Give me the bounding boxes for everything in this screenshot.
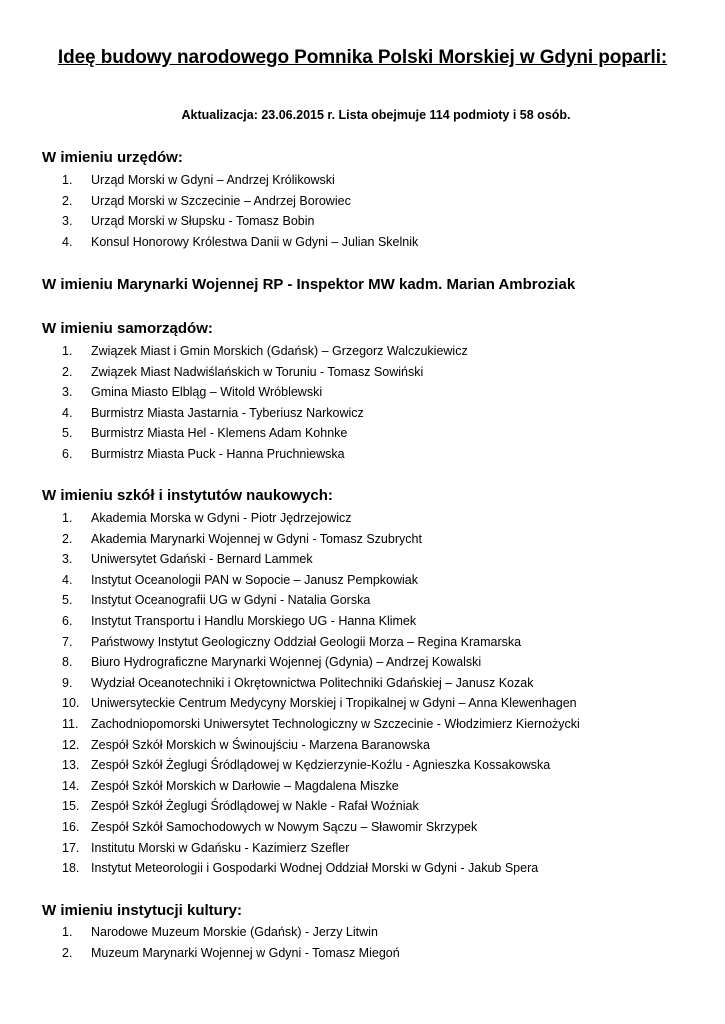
- list-item-number: 6.: [62, 613, 73, 628]
- list-item-text: Instytut Oceanologii PAN w Sopocie – Janusz Pempkowiak: [91, 572, 419, 587]
- list-item-number: 13.: [62, 758, 80, 773]
- list-item-number: 6.: [62, 446, 73, 461]
- list-item-number: 2.: [62, 531, 73, 546]
- document-title: Ideę budowy narodowego Pomnika Polski Morskiej w Gdyni poparli:: [57, 47, 668, 68]
- list-item-number: 16.: [62, 819, 80, 834]
- list-item-text: Zespół Szkół Morskich w Darłowie – Magdalena Miszke: [91, 778, 399, 793]
- list-item-text: Biuro Hydrograficzne Marynarki Wojennej (Gdynia) – Andrzej Kowalski: [91, 655, 482, 670]
- list-item-text: Związek Miast i Gmin Morskich (Gdańsk) – Grzegorz Walczukiewicz: [91, 344, 468, 358]
- list-item-text: Związek Miast Nadwiślańskich w Toruniu - Tomasz Sowiński: [91, 364, 424, 379]
- list-item-number: 12.: [62, 737, 80, 752]
- list-item-text: Gmina Miasto Elbląg – Witold Wróblewski: [91, 385, 323, 400]
- list-item-number: 1.: [62, 925, 73, 939]
- list-item-text: Instytut Transportu i Handlu Morskiego UG - Hanna Klimek: [91, 613, 417, 628]
- list-item-number: 18.: [62, 861, 80, 876]
- list-item-text: Burmistrz Miasta Hel - Klemens Adam Kohnke: [91, 426, 348, 441]
- list-item-text: Instytut Meteorologii i Gospodarki Wodnej Oddział Morski w Gdyni - Jakub Spera: [91, 861, 539, 876]
- list-item-text: Akademia Morska w Gdyni - Piotr Jędrzejowicz: [91, 511, 352, 525]
- section-heading-culture: W imieniu instytucji kultury:: [42, 902, 243, 919]
- list-item-number: 2.: [62, 193, 73, 208]
- list-item-number: 7.: [62, 634, 73, 649]
- list-item-number: 4.: [62, 405, 73, 420]
- list-item-number: 2.: [62, 364, 73, 379]
- list-item-text: Burmistrz Miasta Jastarnia - Tyberiusz Narkowicz: [91, 405, 364, 420]
- list-item-number: 9.: [62, 675, 73, 690]
- list-item-number: 11.: [62, 716, 79, 731]
- section-heading-navy: W imieniu Marynarki Wojennej RP - Inspektor MW kadm. Marian Ambroziak: [42, 276, 576, 293]
- list-item-number: 5.: [62, 593, 73, 608]
- list-item-text: Państwowy Instytut Geologiczny Oddział Geologii Morza – Regina Kramarska: [91, 634, 522, 649]
- list-item-number: 4.: [62, 572, 73, 587]
- list-item-text: Urząd Morski w Gdyni – Andrzej Królikowski: [91, 173, 335, 187]
- list-item-text: Wydział Oceanotechniki i Okrętownictwa Politechniki Gdańskiej – Janusz Kozak: [91, 675, 534, 690]
- list-item-text: Burmistrz Miasta Puck - Hanna Pruchniewska: [91, 446, 345, 461]
- list-item-text: Urząd Morski w Szczecinie – Andrzej Borowiec: [91, 193, 351, 208]
- list-item-number: 14.: [62, 778, 80, 793]
- list-item-number: 3.: [62, 552, 73, 567]
- section-heading-offices: W imieniu urzędów:: [42, 149, 183, 166]
- list-item-text: Muzeum Marynarki Wojennej w Gdyni - Tomasz Miegoń: [91, 945, 400, 960]
- list-item-text: Institutu Morski w Gdańsku - Kazimierz Szefler: [91, 840, 350, 855]
- list-item-number: 1.: [62, 344, 73, 358]
- list-item-number: 5.: [62, 426, 73, 441]
- section-heading-local-gov: W imieniu samorządów:: [42, 320, 213, 337]
- list-item-text: Narodowe Muzeum Morskie (Gdańsk) - Jerzy Litwin: [91, 925, 378, 939]
- list-item-number: 3.: [62, 214, 73, 229]
- list-item-text: Zespół Szkół Żeglugi Śródlądowej w Kędzierzynie-Koźlu - Agnieszka Kossakowska: [91, 758, 551, 773]
- list-item-number: 2.: [62, 945, 73, 960]
- list-item-number: 10.: [62, 696, 80, 711]
- section-heading-schools: W imieniu szkół i instytutów naukowych:: [42, 487, 333, 504]
- list-item-number: 15.: [62, 799, 80, 814]
- list-item-number: 17.: [62, 840, 80, 855]
- list-item-text: Zespół Szkół Żeglugi Śródlądowej w Nakle - Rafał Woźniak: [91, 799, 419, 814]
- list-item-text: Uniwersytet Gdański - Bernard Lammek: [91, 552, 313, 567]
- list-item-text: Urząd Morski w Słupsku - Tomasz Bobin: [91, 214, 315, 229]
- list-item-number: 1.: [62, 511, 73, 525]
- list-item-number: 1.: [62, 173, 73, 187]
- list-item-number: 3.: [62, 385, 73, 400]
- list-item-text: Zespół Szkół Morskich w Świnoujściu - Marzena Baranowska: [91, 737, 431, 752]
- list-item-text: Instytut Oceanografii UG w Gdyni - Natalia Gorska: [91, 593, 371, 608]
- list-item-text: Akademia Marynarki Wojennej w Gdyni - Tomasz Szubrycht: [91, 531, 422, 546]
- list-item-number: 8.: [62, 655, 73, 670]
- update-line: Aktualizacja: 23.06.2015 r. Lista obejmuje 114 podmioty i 58 osób.: [181, 108, 571, 122]
- list-item-text: Konsul Honorowy Królestwa Danii w Gdyni – Julian Skelnik: [91, 234, 419, 249]
- list-item-number: 4.: [62, 234, 73, 249]
- list-item-text: Zespół Szkół Samochodowych w Nowym Sączu – Sławomir Skrzypek: [91, 819, 478, 834]
- list-item-text: Uniwersyteckie Centrum Medycyny Morskiej i Tropikalnej w Gdyni – Anna Klewenhagen: [91, 696, 577, 711]
- list-item-text: Zachodniopomorski Uniwersytet Technologiczny w Szczecinie - Włodzimierz Kiernożycki: [91, 716, 580, 731]
